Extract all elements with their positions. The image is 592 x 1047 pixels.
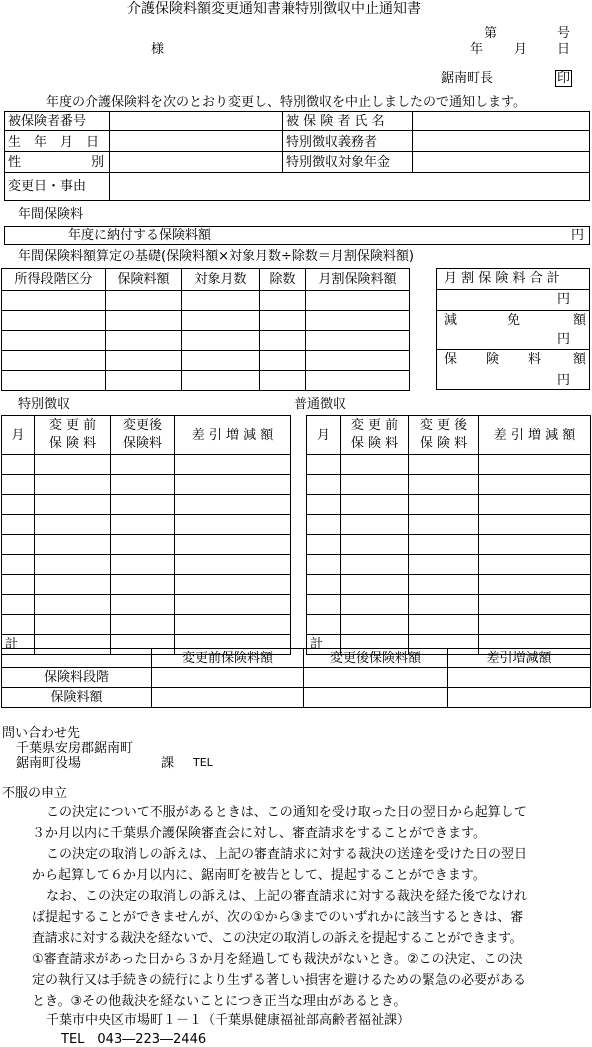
normal-col-after: [409, 416, 479, 455]
number-prefix: 第: [484, 26, 498, 41]
cmp-col-before: 変更前保険料額: [152, 649, 304, 668]
appeal-line: この決定の取消しの訴えは、上記の審査請求に対する裁決の送達を受けた日の翌日: [46, 847, 528, 862]
cmp-row-level: 保険料段階: [2, 668, 152, 688]
reduction-label-1: 減: [444, 313, 458, 328]
special-col-before-l2: 保 険 料: [48, 436, 97, 451]
issuer-name: 鋸南町長: [441, 71, 494, 86]
col-divisor: 除数: [260, 269, 306, 291]
normal-col-after-l2: 保 険 料: [419, 436, 468, 451]
appeal-line: なお、この決定の取消しの訴えは、上記の審査請求に対する裁決を経た後でなけれ: [46, 889, 528, 904]
birthdate-label: 生 年 月 日: [8, 135, 100, 150]
premium-label-1: 保: [444, 352, 458, 367]
date-day: 日: [557, 42, 571, 57]
col-monthly: 月割保険料額: [306, 269, 410, 291]
number-suffix: 号: [557, 26, 571, 41]
premium-label-3: 料: [528, 352, 542, 367]
reduction-unit: 円: [557, 332, 571, 347]
document-title: 介護保険料額変更通知書兼特別徴収中止通知書: [127, 1, 421, 17]
monthly-total-unit: 円: [557, 292, 571, 307]
annual-unit: 円: [571, 228, 585, 243]
special-col-after-l2: 保険料: [122, 436, 162, 451]
change-label: 変更日・事由: [8, 179, 87, 194]
appeal-line: この決定について不服があるときは、この通知を受け取った日の翌日から起算して: [46, 805, 527, 820]
contact-section: 課: [161, 756, 175, 771]
appeal-tel: TEL 043―223―2446: [61, 1032, 207, 1047]
special-total-label: 計: [2, 635, 35, 655]
comparison-table: [1, 648, 591, 708]
sex-label-1: 性: [8, 155, 22, 170]
special-col-before: [35, 416, 111, 455]
insured-name-label: 被 保 険 者 氏 名: [286, 114, 385, 129]
appeal-line: とき。③その他裁決を経ないことにつき正当な理由があるとき。: [32, 994, 407, 1009]
premium-label-2: 険: [486, 352, 500, 367]
intro-text: 年度の介護保険料を次のとおり変更し、特別徴収を中止しましたので通知します。: [46, 95, 526, 110]
reduction-label-2: 免: [507, 313, 521, 328]
normal-col-before-l2: 保 険 料: [350, 436, 399, 451]
addressee-suffix: 様: [151, 42, 165, 57]
basis-heading: 年間保険料額算定の基礎(保険料額×対象月数÷除数＝月割保険料額): [18, 249, 414, 264]
premium-unit: 円: [557, 373, 571, 388]
appeal-line: ３か月以内に千葉県介護保険審査会に対し、審査請求をすることができます。: [32, 826, 486, 841]
appeal-line: ば提起することができませんが、次の①から③までのいずれかに該当するときは、審: [32, 910, 524, 925]
normal-col-before-l1: 変 更 前: [350, 418, 399, 433]
monthly-total-label: 月 割 保 険 料 合 計: [444, 271, 560, 286]
special-col-diff: 差 引 増 減 額: [175, 416, 291, 455]
special-col-month: 月: [2, 416, 35, 455]
normal-heading: 普通徴収: [294, 397, 347, 412]
normal-total-label: 計: [307, 635, 341, 655]
normal-col-month: 月: [307, 416, 341, 455]
special-col-after-l1: 変更後: [122, 418, 162, 433]
cmp-col-diff: 差引増減額: [448, 649, 591, 668]
appeal-authority: 千葉市中央区市場町１－１（千葉県健康福祉部高齢者福祉課）: [46, 1013, 411, 1028]
contact-address: 千葉県安房郡鋸南町: [16, 741, 134, 756]
seal-mark: 印: [556, 71, 570, 86]
withholder-label: 特別徴収義務者: [286, 135, 378, 150]
special-heading: 特別徴収: [18, 397, 71, 412]
annual-heading: 年間保険料: [18, 207, 84, 222]
normal-table: [306, 415, 591, 655]
cmp-row-amount: 保険料額: [2, 688, 152, 708]
appeal-line: から起算して６か月以内に、鋸南町を被告として、提起することができます。: [32, 868, 486, 883]
cmp-col-after: 変更後保険料額: [304, 649, 448, 668]
col-income-level: 所得段階区分: [2, 269, 106, 291]
appeal-line: 査請求に対する裁決を経ないで、この決定の取消しの訴えを提起することができます。: [32, 931, 523, 946]
appeal-line: ①審査請求があった日から３か月を経過しても裁決がないとき。②この決定、この決: [32, 952, 523, 967]
normal-col-after-l1: 変 更 後: [419, 418, 468, 433]
sex-label-2: 別: [91, 155, 105, 170]
reduction-label-3: 額: [573, 313, 587, 328]
premium-label-4: 額: [573, 352, 587, 367]
normal-col-diff: 差 引 増 減 額: [479, 416, 591, 455]
special-col-after: [111, 416, 175, 455]
normal-col-before: [341, 416, 409, 455]
contact-tel: TEL: [193, 756, 213, 769]
special-table: [1, 415, 291, 655]
date-month: 月: [514, 42, 528, 57]
pension-label: 特別徴収対象年金: [286, 155, 391, 170]
appeal-line: 定の執行又は手続きの続行により生ずる著しい損害を避けるための緊急の必要がある: [32, 973, 527, 988]
date-year: 年: [470, 42, 484, 57]
basis-table: [1, 268, 410, 391]
contact-office: 鋸南町役場: [16, 756, 82, 771]
appeal-heading: 不服の申立: [2, 786, 68, 801]
insured-number-label: 被保険者番号: [8, 114, 87, 129]
special-col-before-l1: 変 更 前: [48, 418, 97, 433]
summary-box: [436, 268, 590, 390]
contact-heading: 問い合わせ先: [2, 726, 81, 741]
col-months: 対象月数: [182, 269, 260, 291]
col-premium: 保険料額: [106, 269, 182, 291]
annual-row-label: 年度に納付する保険料額: [68, 228, 212, 243]
